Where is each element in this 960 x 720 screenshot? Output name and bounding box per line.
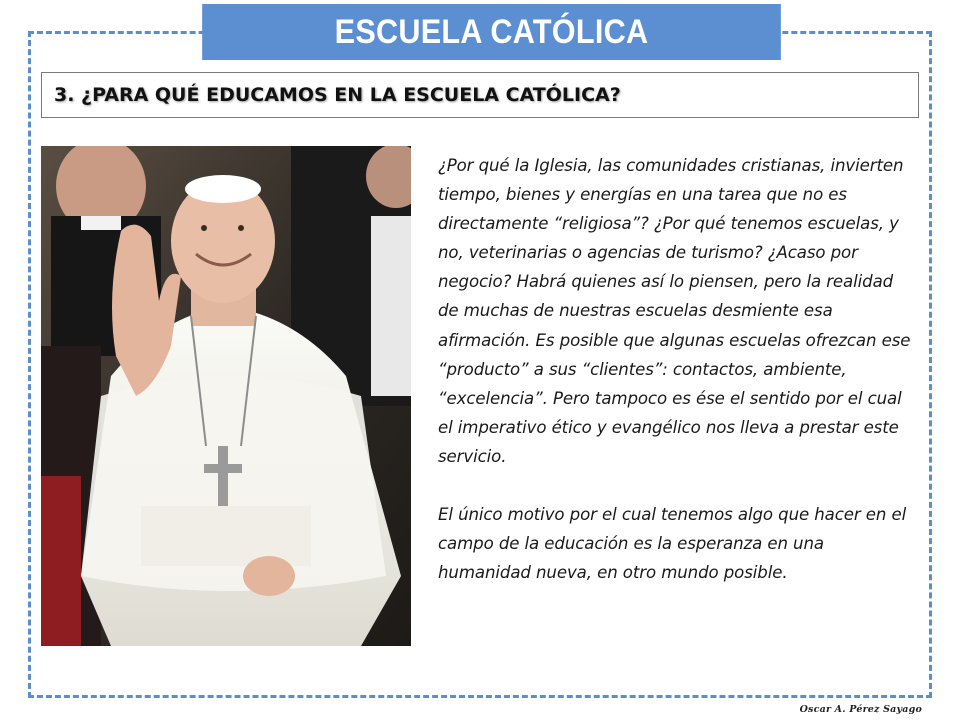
paragraph-2: El único motivo por el cual tenemos algo que hacer en el campo de la educación es la esperanza en una humanidad nueva, en otro mundo posible. (438, 505, 907, 583)
section-heading-box (41, 72, 919, 118)
body-text (438, 151, 916, 587)
pope-photo-illustration (41, 146, 411, 646)
title-banner (202, 4, 781, 60)
section-heading: 3. ¿PARA QUÉ EDUCAMOS EN LA ESCUELA CATÓLICA? (54, 84, 621, 106)
paragraph-1: ¿Por qué la Iglesia, las comunidades cristianas, invierten tiempo, bienes y energías en una tarea que no es directamente “religiosa”? ¿Por qué tenemos escuelas, y no, veterinarias o agencias de turismo? ¿Acaso por negocio? Habrá quienes así lo piensen, pero la realidad de muchas de nuestras escuelas desmiente esa afirmación. Es posible que algunas escuelas ofrezcan ese “producto” a sus “clientes”: contactos, ambiente, “excelencia”. Pero tampoco es ése el sentido por el cual el imperativo ético y evangélico nos lleva a prestar este servicio. (438, 156, 911, 466)
page-title: ESCUELA CATÓLICA (334, 12, 649, 51)
author-signature: Oscar A. Pérez Sayago (799, 704, 922, 715)
pope-photo (41, 146, 411, 646)
